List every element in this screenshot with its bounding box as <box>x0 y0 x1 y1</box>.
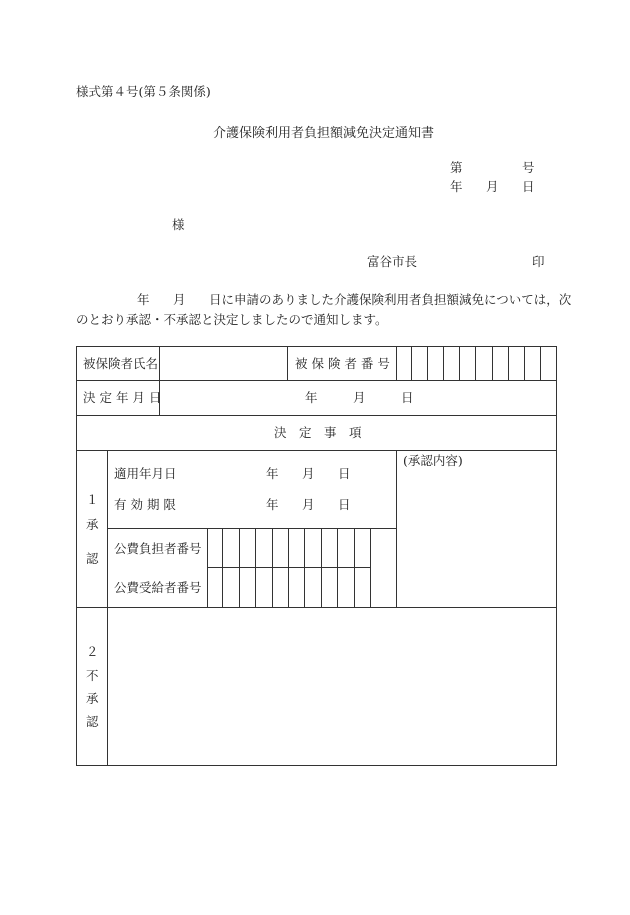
digit-box[interactable] <box>475 346 491 381</box>
public-recipient-number-boxes[interactable] <box>207 568 371 608</box>
digit-box[interactable] <box>288 528 304 568</box>
date-day: 日 <box>522 179 535 194</box>
approval-number: １ <box>86 492 99 507</box>
row-line <box>76 450 557 451</box>
insured-number-label: 被 保 険 者 番 号 <box>295 356 390 371</box>
validity-label: 有 効 期 限 <box>114 497 176 512</box>
digit-box[interactable] <box>524 346 540 381</box>
decision-items-header: 決 定 事 項 <box>274 425 362 440</box>
approval-content-field[interactable] <box>398 472 554 605</box>
body-line1-rest: 日に申請のありました介護保険利用者負担額減免については，次 <box>209 292 572 307</box>
digit-box[interactable] <box>304 528 320 568</box>
form-number: 様式第４号(第５条関係) <box>76 84 211 99</box>
digit-box[interactable] <box>272 528 288 568</box>
digit-box[interactable] <box>321 528 337 568</box>
col-line <box>159 346 160 416</box>
document-title: 介護保険利用者負担額減免決定通知書 <box>213 126 435 141</box>
digit-box[interactable] <box>239 568 255 608</box>
decision-date-year: 年 <box>305 390 318 405</box>
row-line <box>76 415 557 416</box>
validity-day: 日 <box>338 497 351 512</box>
table-border-left <box>76 346 77 766</box>
disapproval-char-1: 不 <box>86 668 99 683</box>
digit-box[interactable] <box>207 568 222 608</box>
digit-box[interactable] <box>396 346 411 381</box>
digit-box[interactable] <box>427 346 443 381</box>
insured-number-boxes[interactable] <box>396 346 556 381</box>
body-year: 年 <box>137 292 150 307</box>
notice-number-prefix: 第 <box>450 160 463 175</box>
table-border-bottom <box>76 765 557 766</box>
digit-box[interactable] <box>288 568 304 608</box>
approval-char-1: 承 <box>86 517 99 532</box>
notice-number-suffix: 号 <box>522 160 535 175</box>
applied-date-year: 年 <box>266 466 279 481</box>
decision-date-day: 日 <box>401 390 414 405</box>
validity-year: 年 <box>266 497 279 512</box>
public-payer-number-boxes[interactable] <box>207 528 371 568</box>
digit-box[interactable] <box>492 346 508 381</box>
date-year: 年 <box>450 179 463 194</box>
public-recipient-label: 公費受給者番号 <box>114 580 202 595</box>
digit-box[interactable] <box>354 568 370 608</box>
body-month: 月 <box>173 292 186 307</box>
digit-box[interactable] <box>443 346 459 381</box>
disapproval-number: ２ <box>86 644 99 659</box>
approval-content-label: (承認内容) <box>403 453 463 468</box>
insured-name-field[interactable] <box>161 348 286 379</box>
digit-box[interactable] <box>540 346 556 381</box>
digit-box[interactable] <box>508 346 524 381</box>
digit-box[interactable] <box>222 568 238 608</box>
validity-month: 月 <box>302 497 315 512</box>
applied-date-month: 月 <box>302 466 315 481</box>
date-month: 月 <box>486 179 499 194</box>
disapproval-char-2: 承 <box>86 691 99 706</box>
col-line <box>107 450 108 766</box>
col-line <box>396 450 397 608</box>
table-border-right <box>556 346 557 766</box>
digit-box[interactable] <box>222 528 238 568</box>
digit-box[interactable] <box>304 568 320 608</box>
disapproval-content-field[interactable] <box>109 609 555 764</box>
col-line <box>287 346 288 381</box>
digit-box[interactable] <box>239 528 255 568</box>
digit-box[interactable] <box>207 528 222 568</box>
digit-box[interactable] <box>255 528 271 568</box>
seal-mark: 印 <box>532 254 545 269</box>
digit-box[interactable] <box>411 346 427 381</box>
digit-box[interactable] <box>337 528 353 568</box>
digit-box[interactable] <box>255 568 271 608</box>
addressee-suffix: 様 <box>172 217 185 232</box>
approval-char-2: 認 <box>86 551 99 566</box>
public-payer-label: 公費負担者番号 <box>114 541 202 556</box>
decision-date-label: 決 定 年 月 日 <box>83 390 162 405</box>
applied-date-day: 日 <box>338 466 351 481</box>
digit-box[interactable] <box>337 568 353 608</box>
digit-box[interactable] <box>459 346 475 381</box>
digit-box[interactable] <box>354 528 370 568</box>
digit-box[interactable] <box>272 568 288 608</box>
decision-date-month: 月 <box>353 390 366 405</box>
disapproval-char-3: 認 <box>86 714 99 729</box>
col-line <box>370 528 371 608</box>
body-line2: のとおり承認・不承認と決定しましたので通知します。 <box>76 312 388 327</box>
digit-box[interactable] <box>321 568 337 608</box>
issuer-name: 富谷市長 <box>367 254 418 269</box>
insured-name-label: 被保険者氏名 <box>83 356 159 371</box>
applied-date-label: 適用年月日 <box>114 466 177 481</box>
